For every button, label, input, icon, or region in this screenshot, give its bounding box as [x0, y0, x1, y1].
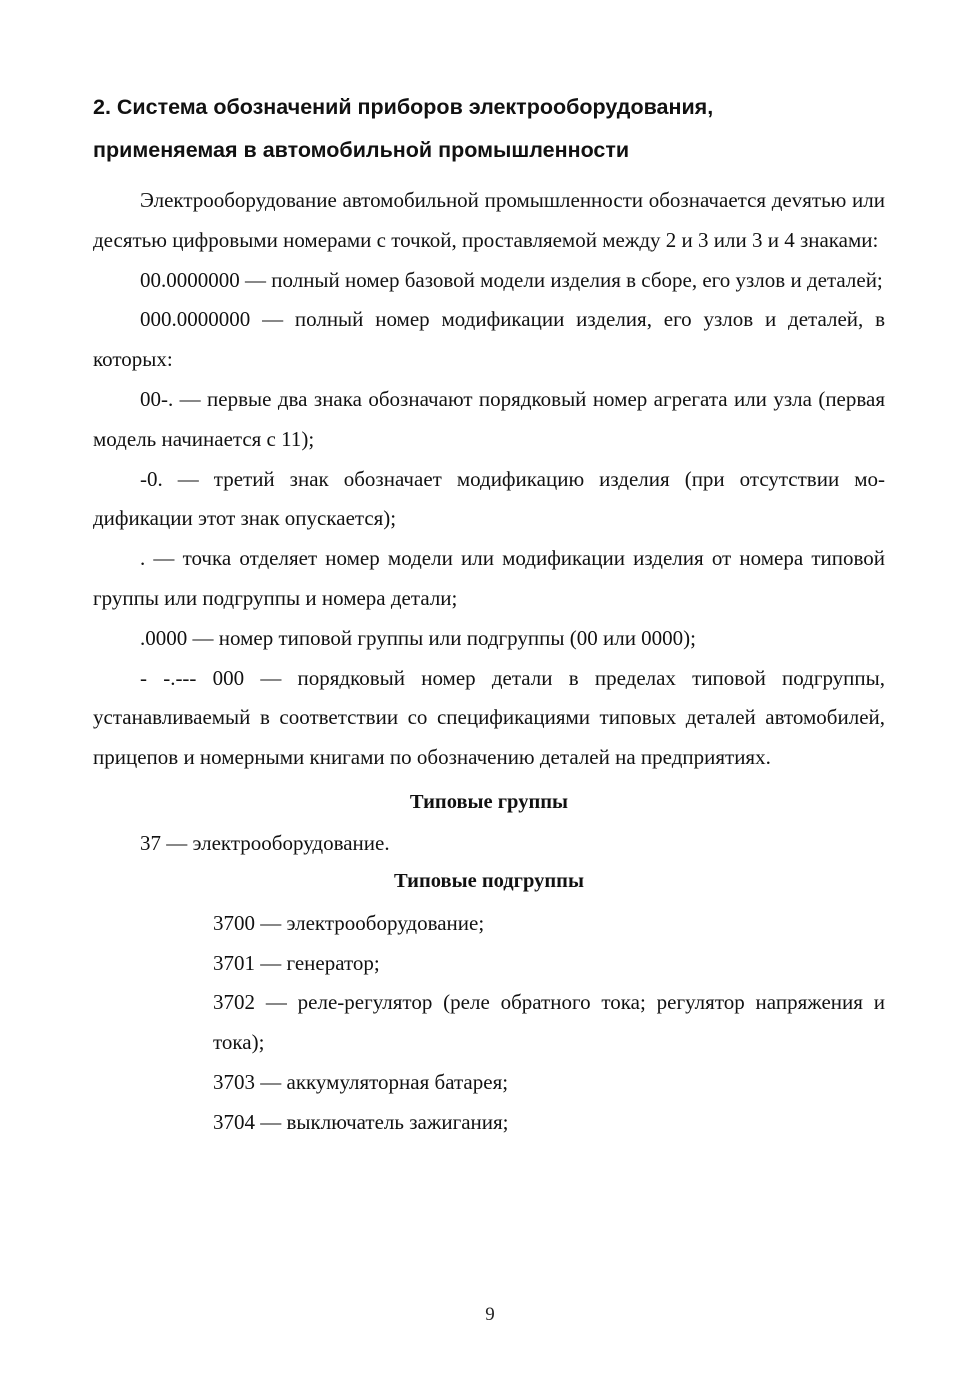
paragraph-first-two-signs: 00-. — первые два знака обозначают порядковый номер агрегата или узла (первая модель начинается с 11); [93, 386, 885, 451]
subgroup-item: 3700 — электрооборудование; [213, 910, 485, 935]
paragraph-base-model: 00.0000000 — полный номер базовой модели изделия в сборе, его узлов и деталей; [140, 267, 883, 292]
typical-group-item: 37 — электрооборудование. [140, 830, 390, 855]
page-number: 9 [485, 1304, 495, 1325]
typical-subgroups-heading: Типовые подгруппы [394, 869, 584, 892]
typical-groups-heading: Типовые группы [409, 790, 569, 813]
subgroup-item: 3704 — выключатель зажигания; [213, 1109, 509, 1134]
paragraph-part-number: - -.--- 000 — порядковый номер детали в пределах типовой подгруппы, устанавливаемый в соответствии со спецификациями типовых деталей автомобилей, прицепов и номерными книгами по обозначению деталей на предприятиях. [93, 665, 885, 770]
subgroup-item: 3701 — генератор; [213, 950, 380, 975]
paragraph-third-sign: -0. — третий знак обозначает модификацию изделия (при отсутствии модификации этот знак опускается); [93, 466, 885, 531]
subgroup-list [93, 904, 885, 1143]
paragraph-group-number: .0000 — номер типовой группы или подгруппы (00 или 0000); [140, 625, 697, 650]
section-title-line-1: 2. Система обозначений приборов электрооборудования, [93, 95, 714, 119]
section-title-line-2: применяемая в автомобильной промышленности [93, 138, 630, 162]
paragraph-intro: Электрооборудование автомобильной промышленности обозначается деvятью или десятью цифровыми номерами с точкой, проставляемой между 2 и 3 или 3 и 4 знаками: [93, 188, 885, 252]
body-text [93, 181, 885, 1143]
section-title [93, 86, 885, 172]
subgroup-item: 3702 — реле-регулятор (реле обратного тока; регулятор напряжения и тока); [213, 990, 885, 1055]
paragraph-modification: 000.0000000 — полный номер модификации изделия, его узлов и деталей, в которых: [93, 307, 885, 372]
paragraph-dot: . — точка отделяет номер модели или модификации изделия от номера типовой группы или подгруппы и номера детали; [93, 546, 885, 610]
subgroup-item: 3703 — аккумуляторная батарея; [213, 1069, 509, 1094]
